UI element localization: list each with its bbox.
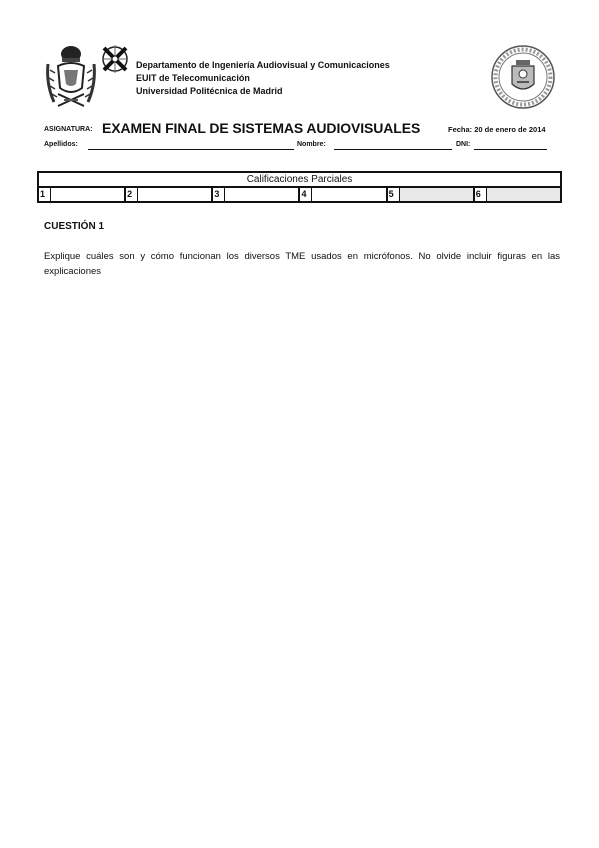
- surname-label: Apellidos:: [44, 141, 78, 148]
- grade-cell-6[interactable]: 6: [474, 187, 561, 202]
- name-label: Nombre:: [297, 141, 326, 148]
- exam-title: EXAMEN FINAL DE SISTEMAS AUDIOVISUALES: [102, 120, 421, 136]
- grade-cell-5[interactable]: 5: [387, 187, 474, 202]
- surname-field[interactable]: [88, 141, 294, 150]
- question-text: Explique cuáles son y cómo funcionan los diversos TME usados en micrófonos. No olvide incluir figuras en las explicaciones: [44, 251, 560, 277]
- grades-table-header: Calificaciones Parciales: [38, 172, 561, 187]
- question-title: CUESTIÓN 1: [44, 221, 105, 232]
- grade-cell-4[interactable]: 4: [299, 187, 386, 202]
- department-name: Departamento de Ingeniería Audiovisual y Comunicaciones: [136, 60, 390, 70]
- grade-cell-2[interactable]: 2: [125, 187, 212, 202]
- university-seal-logo: [490, 44, 556, 110]
- university-crest-logo: [44, 44, 98, 108]
- grade-cell-3[interactable]: 3: [212, 187, 299, 202]
- department-emblem-logo: [100, 42, 130, 76]
- department-block: [136, 59, 390, 98]
- grade-cell-1[interactable]: 1: [38, 187, 125, 202]
- exam-date: Fecha: 20 de enero de 2014: [448, 125, 546, 134]
- dni-label: DNI:: [456, 141, 471, 148]
- subject-label: ASIGNATURA:: [44, 126, 93, 133]
- name-field[interactable]: [334, 141, 452, 150]
- school-name: EUIT de Telecomunicación: [136, 73, 250, 83]
- university-name: Universidad Politécnica de Madrid: [136, 86, 283, 96]
- grades-table: [37, 171, 562, 203]
- dni-field[interactable]: [474, 141, 547, 150]
